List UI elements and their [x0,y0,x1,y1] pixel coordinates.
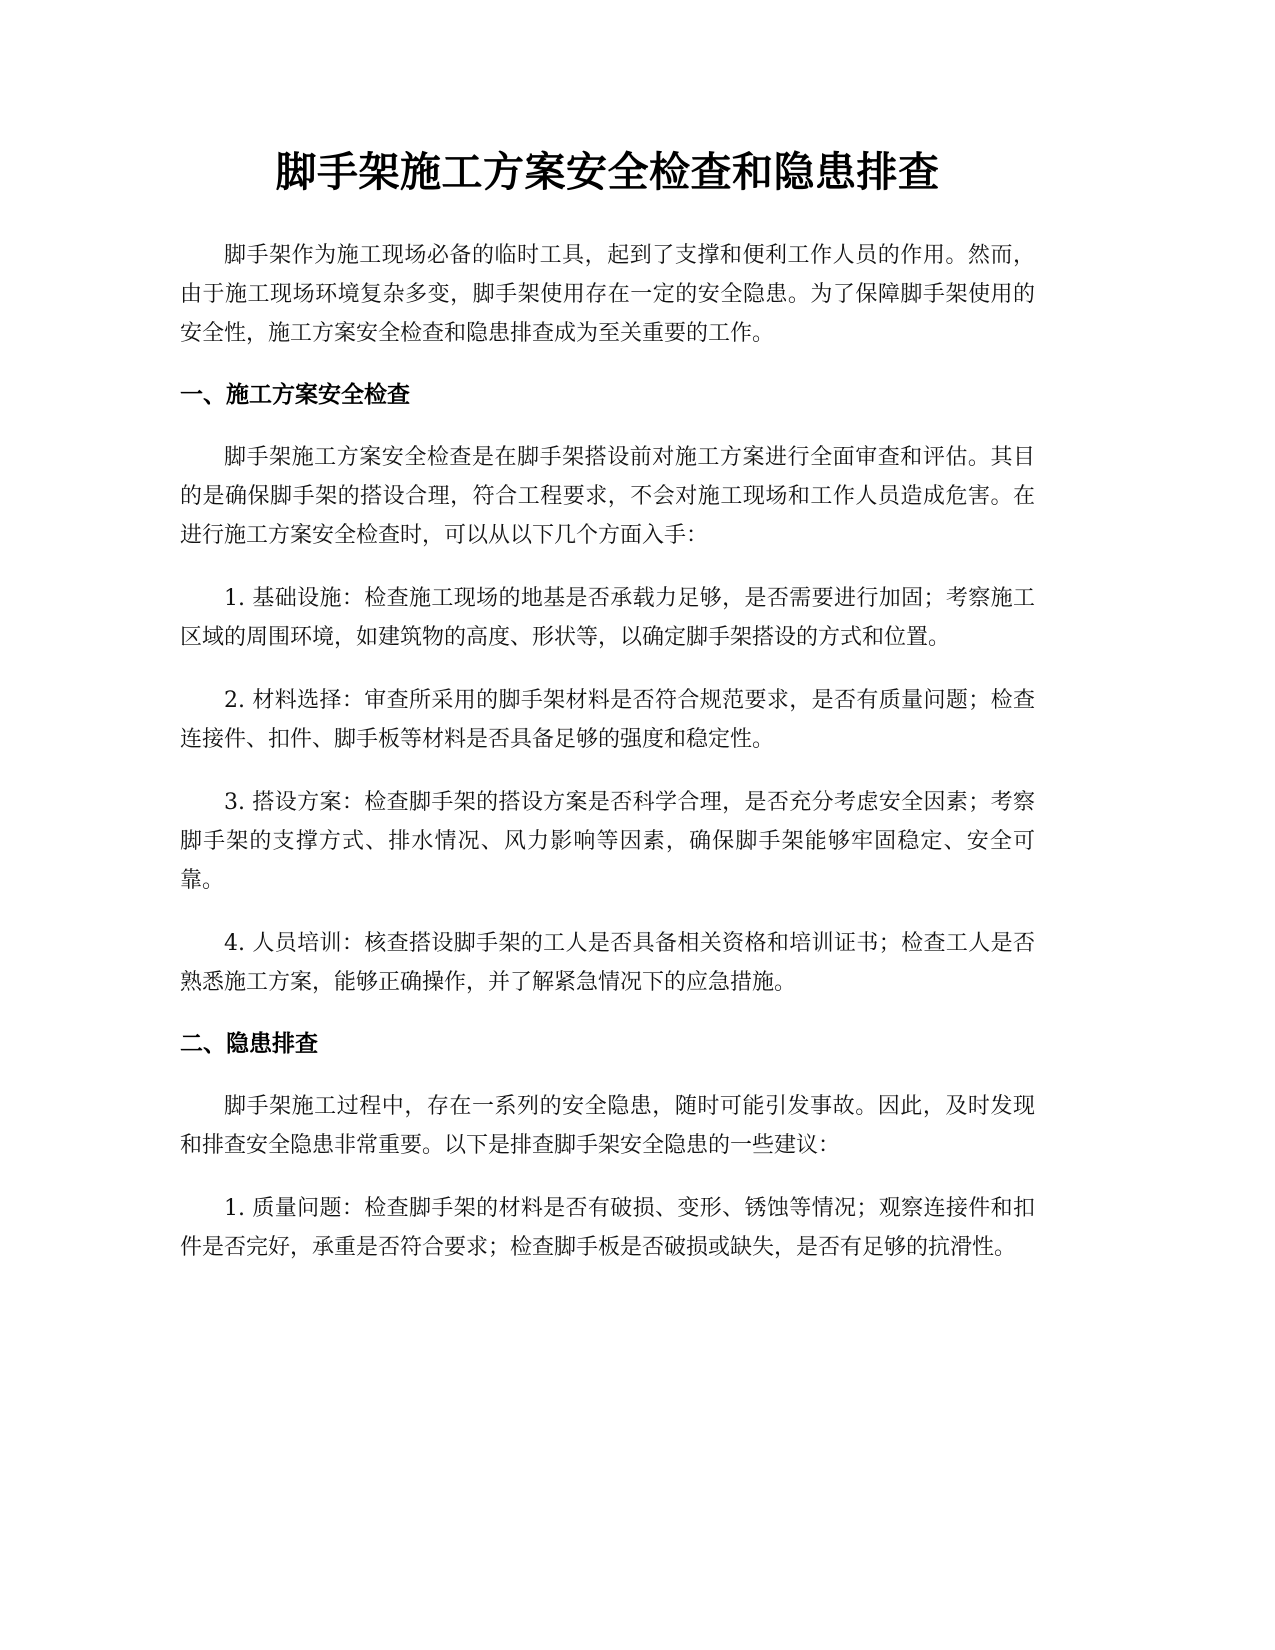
intro-paragraph: 脚手架作为施工现场必备的临时工具，起到了支撑和便利工作人员的作用。然而，由于施工现场环境复杂多变，脚手架使用存在一定的安全隐患。为了保障脚手架使用的安全性，施工方案安全检查和隐患排查成为至关重要的工作。 [180,243,1035,346]
list-item-personnel-training: 4. 人员培训：核查搭设脚手架的工人是否具备相关资格和培训证书；检查工人是否熟悉施工方案，能够正确操作，并了解紧急情况下的应急措施。 [180,931,1035,995]
list-item-foundation: 1. 基础设施：检查施工现场的地基是否承载力足够，是否需要进行加固；考察施工区域的周围环境，如建筑物的高度、形状等，以确定脚手架搭设的方式和位置。 [180,586,1035,650]
section-intro-paragraph: 脚手架施工过程中，存在一系列的安全隐患，随时可能引发事故。因此，及时发现和排查安全隐患非常重要。以下是排查脚手架安全隐患的一些建议： [180,1094,1035,1158]
list-item-quality-issues: 1. 质量问题：检查脚手架的材料是否有破损、变形、锈蚀等情况；观察连接件和扣件是否完好，承重是否符合要求；检查脚手板是否破损或缺失，是否有足够的抗滑性。 [180,1196,1035,1260]
document-title: 脚手架施工方案安全检查和隐患排查 [275,148,940,196]
section-intro-paragraph: 脚手架施工方案安全检查是在脚手架搭设前对施工方案进行全面审查和评估。其目的是确保脚手架的搭设合理，符合工程要求，不会对施工现场和工作人员造成危害。在进行施工方案安全检查时，可以从以下几个方面入手： [180,445,1035,548]
section-heading-hazard-inspection: 二、隐患排查 [180,1031,318,1057]
document-page [180,0,1035,1267]
section-heading-safety-check: 一、施工方案安全检查 [180,382,410,408]
list-item-erection-plan: 3. 搭设方案：检查脚手架的搭设方案是否科学合理，是否充分考虑安全因素；考察脚手架的支撑方式、排水情况、风力影响等因素，确保脚手架能够牢固稳定、安全可靠。 [180,790,1035,893]
list-item-materials: 2. 材料选择：审查所采用的脚手架材料是否符合规范要求，是否有质量问题；检查连接件、扣件、脚手板等材料是否具备足够的强度和稳定性。 [180,688,1035,752]
